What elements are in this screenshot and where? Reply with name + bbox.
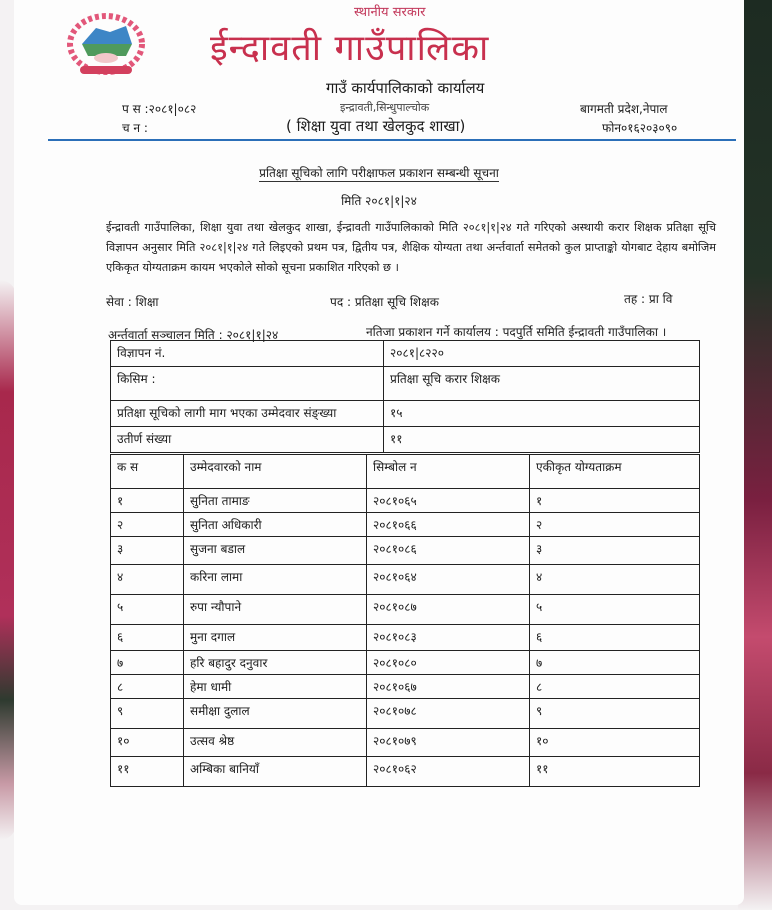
header-rank: एकीकृत योग्यताक्रम (530, 455, 700, 489)
cell-sn: ११ (111, 757, 184, 787)
cell-name: सुजना बडाल (184, 537, 367, 565)
header-divider (48, 139, 736, 141)
municipality-title: ईन्दावती गाउँपालिका (210, 28, 490, 69)
office-name: गाउँ कार्यपालिकाको कार्यालय (326, 79, 485, 97)
local-government-label: स्थानीय सरकार (354, 5, 426, 20)
cell-name: हेमा धामी (184, 675, 367, 699)
nepal-emblem-logo (66, 10, 146, 78)
table-row (111, 651, 700, 675)
cell-symbol: २०८१०६५ (367, 489, 530, 513)
info-label: विज्ञापन नं. (111, 341, 384, 367)
cell-sn: ६ (111, 625, 184, 651)
table-row (111, 565, 700, 595)
cell-sn: ८ (111, 675, 184, 699)
interview-date: अर्न्तवार्ता सञ्चालन मिति : २०८१|१|२४ (108, 328, 279, 342)
cell-rank: १० (530, 729, 700, 757)
office-place: इन्द्रावती,सिन्धुपाल्चोक (340, 101, 430, 114)
info-row (111, 367, 700, 401)
cell-symbol: २०८१०६७ (367, 675, 530, 699)
cell-sn: ७ (111, 651, 184, 675)
info-value: २०८१|८२२० (384, 341, 700, 367)
phone-number: फोन०१६२०३०९० (602, 121, 678, 135)
table-row (111, 699, 700, 729)
table-row (111, 675, 700, 699)
cell-rank: १ (530, 489, 700, 513)
cell-name: रुपा न्यौपाने (184, 595, 367, 625)
cell-name: मुना दगाल (184, 625, 367, 651)
table-row (111, 513, 700, 537)
cell-sn: ९ (111, 699, 184, 729)
table-row (111, 595, 700, 625)
notice-body: ईन्द्रावती गाउँपालिका, शिक्षा युवा तथा खेलकुद शाखा, ईन्द्रावती गाउँपालिकाको मिति २०८१|१|२४ गते गरिएको अस्थायी करार शिक्षक प्रतिक्षा सूचि विज्ञापन अनुसार मिति २०८१|१|२४ गते लिइएको प्रथम पत्र, द्वितीय पत्र, शैक्षिक योग्यता तथा अर्न्तवार्ता समेतको कुल प्राप्ताङ्को योगबाट देहाय बमोजिम एकिकृत योग्यताक्रम कायम भएकोले सोको सूचना प्रकाशित गरिएको छ । (106, 221, 716, 274)
letter-number: प स :२०८१|०८२ (122, 102, 197, 116)
cell-sn: ५ (111, 595, 184, 625)
level-label: तह : प्रा वि (624, 292, 673, 306)
notice-title-wrap (14, 164, 744, 181)
candidates-table (110, 454, 700, 787)
cell-symbol: २०८१०८० (367, 651, 530, 675)
cell-rank: ९ (530, 699, 700, 729)
cell-sn: ४ (111, 565, 184, 595)
cell-name: सुनिता तामाङ (184, 489, 367, 513)
cell-sn: ३ (111, 537, 184, 565)
cell-rank: ३ (530, 537, 700, 565)
table-row (111, 757, 700, 787)
cell-name: उत्सव श्रेष्ठ (184, 729, 367, 757)
cell-name: करिना लामा (184, 565, 367, 595)
info-label: किसिम : (111, 367, 384, 401)
cell-symbol: २०८१०८६ (367, 537, 530, 565)
table-row (111, 729, 700, 757)
info-value: प्रतिक्षा सूचि करार शिक्षक (384, 367, 700, 401)
cell-name: समीक्षा दुलाल (184, 699, 367, 729)
cell-name: अम्बिका बानियाँ (184, 757, 367, 787)
cell-sn: २ (111, 513, 184, 537)
header-symbol: सिम्बोल न (367, 455, 530, 489)
cell-rank: ७ (530, 651, 700, 675)
notice-title: प्रतिक्षा सूचिको लागि परीक्षाफल प्रकाशन सम्बन्धी सूचना (259, 166, 499, 180)
cell-symbol: २०८१०६२ (367, 757, 530, 787)
info-label: उतीर्ण संख्या (111, 427, 384, 453)
cell-symbol: २०८१०६४ (367, 565, 530, 595)
candidates-body (111, 489, 700, 787)
info-label: प्रतिक्षा सूचिको लागी माग भएका उम्मेदवार संङ्ख्या (111, 401, 384, 427)
header-sn: क स (111, 455, 184, 489)
table-row (111, 537, 700, 565)
cell-rank: २ (530, 513, 700, 537)
cell-name: सुनिता अधिकारी (184, 513, 367, 537)
candidates-header-row (111, 455, 700, 489)
info-row (111, 427, 700, 453)
table-row (111, 625, 700, 651)
cell-sn: १ (111, 489, 184, 513)
cell-symbol: २०८१०६६ (367, 513, 530, 537)
cell-symbol: २०८१०८७ (367, 595, 530, 625)
cell-symbol: २०८१०८३ (367, 625, 530, 651)
cell-rank: ४ (530, 565, 700, 595)
cell-rank: ११ (530, 757, 700, 787)
document-page (14, 0, 744, 905)
service-label: सेवा : शिक्षा (106, 295, 159, 309)
dispatch-number: च न : (122, 121, 148, 135)
notice-date: मिति २०८१|१|२४ (341, 194, 417, 208)
cell-rank: ६ (530, 625, 700, 651)
table-row (111, 489, 700, 513)
section-name: ( शिक्षा युवा तथा खेलकुद शाखा) (286, 117, 466, 135)
cell-sn: १० (111, 729, 184, 757)
cell-symbol: २०८१०७९ (367, 729, 530, 757)
cell-rank: ५ (530, 595, 700, 625)
cell-symbol: २०८१०७८ (367, 699, 530, 729)
info-row (111, 401, 700, 427)
result-office: नतिजा प्रकाशन गर्ने कार्यालय : पदपुर्ति समिति ईन्द्रावती गाउँपालिका । (366, 325, 667, 339)
cell-rank: ८ (530, 675, 700, 699)
info-row (111, 341, 700, 367)
post-label: पद : प्रतिक्षा सूचि शिक्षक (330, 295, 439, 309)
info-table (110, 340, 700, 453)
header-name: उम्मेदवारको नाम (184, 455, 367, 489)
info-value: ११ (384, 427, 700, 453)
cell-name: हरि बहादुर दनुवार (184, 651, 367, 675)
province: बागमती प्रदेश,नेपाल (580, 102, 668, 116)
info-value: १५ (384, 401, 700, 427)
